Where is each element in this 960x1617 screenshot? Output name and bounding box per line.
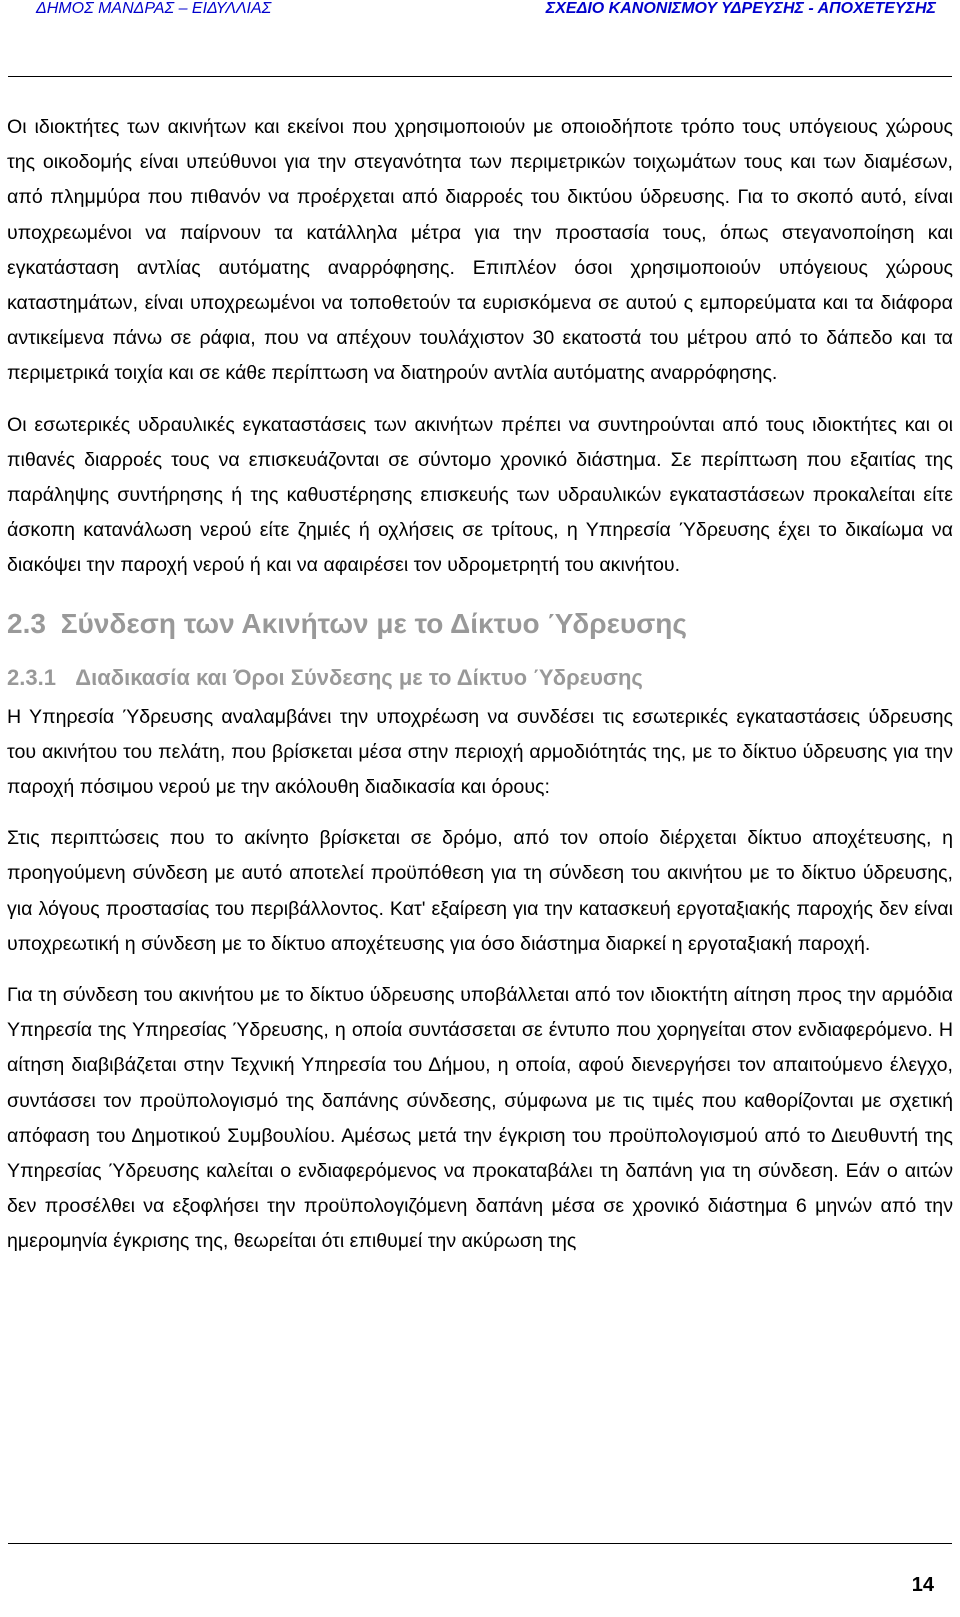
header-document-title: ΣΧΕΔΙΟ ΚΑΝΟΝΙΣΜΟΥ ΥΔΡΕΥΣΗΣ - ΑΠΟΧΕΤΕΥΣΗΣ bbox=[545, 0, 936, 17]
paragraph: Για τη σύνδεση του ακινήτου με το δίκτυο ύδρευσης υποβάλλεται από τον ιδιοκτήτη αίτηση προς την αρμόδια Υπηρεσία της Υπηρεσίας Ύδρευσης, η οποία συντάσσεται σε έντυπο που χορηγείται στον ενδιαφερόμενο. Η αίτηση διαβιβάζεται στην Τεχνική Υπηρεσία του Δήμου, η οποία, αφού διενεργήσει τον απαιτούμενο έλεγχο, συντάσσει τον προϋπολογισμό της δαπάνης σύνδεσης, σύμφωνα με τις τιμές που καθορίζονται με σχετική απόφαση του Δημοτικού Συμβουλίου. Αμέσως μετά την έγκριση του προϋπολογισμού από το Διευθυντή της Υπηρεσίας Ύδρευσης καλείται ο ενδιαφερόμενος να προκαταβάλει τη δαπάνη για τη σύνδεση. Εάν ο αιτών δεν προσέλθει να εξοφλήσει την προϋπολογιζόμενη δαπάνη μέσα σε χρονικό διάστημα 6 μηνών από την ημερομηνία έγκρισης της, θεωρείται ότι επιθυμεί την ακύρωση της bbox=[7, 984, 953, 1253]
subsection-number: 2.3.1 bbox=[7, 664, 56, 690]
paragraph: Στις περιπτώσεις που το ακίνητο βρίσκεται σε δρόμο, από τον οποίο διέρχεται δίκτυο αποχέτευσης, η προηγούμενη σύνδεση με αυτό αποτελεί προϋπόθεση για τη σύνδεση του ακινήτου με το δίκτυο ύδρευσης, για λόγους προστασίας του περιβάλλοντος. Κατ' εξαίρεση για την κατασκευή εργοταξιακής παροχής δεν είναι υποχρεωτική η σύνδεση με το δίκτυο αποχέτευσης για όσο διάστημα διαρκεί η εργοταξιακή παροχή. bbox=[7, 827, 953, 955]
paragraph: Οι εσωτερικές υδραυλικές εγκαταστάσεις των ακινήτων πρέπει να συντηρούνται από τους ιδιοκτήτες και οι πιθανές διαρροές τους να επισκευάζονται σε σύντομο χρονικό διάστημα. Σε περίπτωση που εξαιτίας της παράληψης συντήρησης ή της καθυστέρησης επισκευής των υδραυλικών εγκαταστάσεων προκαλείται είτε άσκοπη κατανάλωση νερού είτε ζημιές ή οχλήσεις σε τρίτους, η Υπηρεσία Ύδρευσης έχει το δικαίωμα να διακόψει την παροχή νερού ή και να αφαιρέσει τον υδρομετρητή του ακινήτου. bbox=[7, 413, 953, 577]
section-number: 2.3 bbox=[7, 607, 46, 639]
paragraph: Η Υπηρεσία Ύδρευσης αναλαμβάνει την υποχρέωση να συνδέσει τις εσωτερικές εγκαταστάσεις ύδρευσης του ακινήτου του πελάτη, που βρίσκεται μέσα στην περιοχή αρμοδιότητάς της, με το δίκτυο ύδρευσης για την παροχή πόσιμου νερού με την ακόλουθη διαδικασία και όρους: bbox=[7, 705, 953, 799]
section-title: Σύνδεση των Ακινήτων με το Δίκτυο Ύδρευσης bbox=[60, 607, 687, 639]
page-header bbox=[36, 0, 942, 24]
footer-divider bbox=[8, 1543, 952, 1544]
section-heading bbox=[7, 600, 953, 648]
subsection-heading bbox=[7, 660, 953, 696]
page-body bbox=[7, 110, 953, 1276]
subsection-title: Διαδικασία και Όροι Σύνδεσης με το Δίκτυο Ύδρευσης bbox=[75, 664, 643, 690]
page-number: 14 bbox=[911, 1574, 934, 1596]
paragraph: Οι ιδιοκτήτες των ακινήτων και εκείνοι που χρησιμοποιούν με οποιοδήποτε τρόπο τους υπόγειους χώρους της οικοδομής είναι υπεύθυνοι για την στεγανότητα των περιμετρικών τοιχωμάτων τους και των διαμέσων, από πλημμύρα που πιθανόν να προέρχεται από διαρροές του δικτύου ύδρευσης. Για το σκοπό αυτό, είναι υποχρεωμένοι να παίρνουν τα κατάλληλα μέτρα για την προστασία τους, όπως στεγανοποίηση και εγκατάσταση αντλίας αυτόματης αναρρόφησης. Επιπλέον όσοι χρησιμοποιούν υπόγειους χώρους καταστημάτων, είναι υποχρεωμένοι να τοποθετούν τα ευρισκόμενα σε αυτού ς εμπορεύματα και τα διάφορα αντικείμενα πάνω σε ράφια, που να απέχουν τουλάχιστον 30 εκατοστά του μέτρου από το δάπεδο και τα περιμετρικά τοιχία και σε κάθε περίπτωση να διατηρούν αντλία αυτόματης αναρρόφησης. bbox=[7, 116, 953, 385]
header-divider bbox=[8, 76, 952, 77]
header-municipality: ΔΗΜΟΣ ΜΑΝΔΡΑΣ – ΕΙΔΥΛΛΙΑΣ bbox=[36, 0, 272, 17]
